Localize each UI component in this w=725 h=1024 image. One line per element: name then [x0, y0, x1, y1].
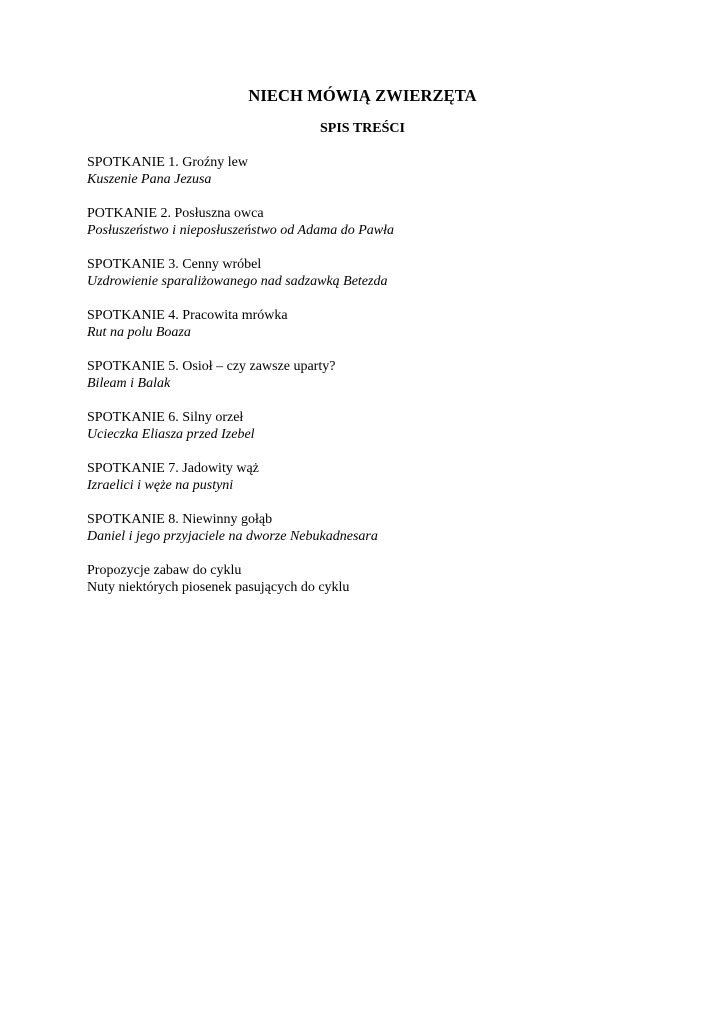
- toc-entry-subtitle: Posłuszeństwo i nieposłuszeństwo od Adama do Pawła: [87, 223, 394, 238]
- toc-entry-subtitle: Bileam i Balak: [87, 376, 171, 391]
- toc-entry-heading: SPOTKANIE 5. Osioł – czy zawsze uparty?: [87, 359, 336, 374]
- toc-entry-subtitle: Uzdrowienie sparaliżowanego nad sadzawką Betezda: [87, 274, 388, 289]
- toc-entry-4: [87, 307, 687, 341]
- toc-entry-heading: SPOTKANIE 8. Niewinny gołąb: [87, 512, 273, 527]
- toc-entry-heading: SPOTKANIE 1. Groźny lew: [87, 155, 248, 170]
- toc-list: [87, 154, 687, 613]
- toc-appendix-games: Propozycje zabaw do cyklu: [87, 563, 242, 578]
- toc-entry-2: [87, 205, 687, 239]
- toc-entry-8: [87, 511, 687, 545]
- document-title: NIECH MÓWIĄ ZWIERZĘTA: [248, 86, 477, 105]
- toc-entry-subtitle: Izraelici i węże na pustyni: [87, 478, 234, 493]
- toc-heading: SPIS TREŚCI: [320, 121, 405, 136]
- toc-entry-subtitle: Ucieczka Eliasza przed Izebel: [87, 427, 255, 442]
- toc-entry-heading: SPOTKANIE 3. Cenny wróbel: [87, 257, 262, 272]
- toc-entry-subtitle: Daniel i jego przyjaciele na dworze Nebukadnesara: [87, 529, 378, 544]
- toc-entry-1: [87, 154, 687, 188]
- toc-appendix-sheet-music: Nuty niektórych piosenek pasujących do cyklu: [87, 580, 350, 595]
- toc-entry-heading: SPOTKANIE 7. Jadowity wąż: [87, 461, 259, 476]
- toc-entry-heading: POTKANIE 2. Posłuszna owca: [87, 206, 264, 221]
- toc-entry-heading: SPOTKANIE 6. Silny orzeł: [87, 410, 244, 425]
- toc-entry-subtitle: Rut na polu Boaza: [87, 325, 191, 340]
- toc-entry-5: [87, 358, 687, 392]
- toc-entry-3: [87, 256, 687, 290]
- toc-entry-6: [87, 409, 687, 443]
- toc-entry-heading: SPOTKANIE 4. Pracowita mrówka: [87, 308, 288, 323]
- toc-entry-7: [87, 460, 687, 494]
- toc-appendix: [87, 562, 687, 596]
- toc-entry-subtitle: Kuszenie Pana Jezusa: [87, 172, 212, 187]
